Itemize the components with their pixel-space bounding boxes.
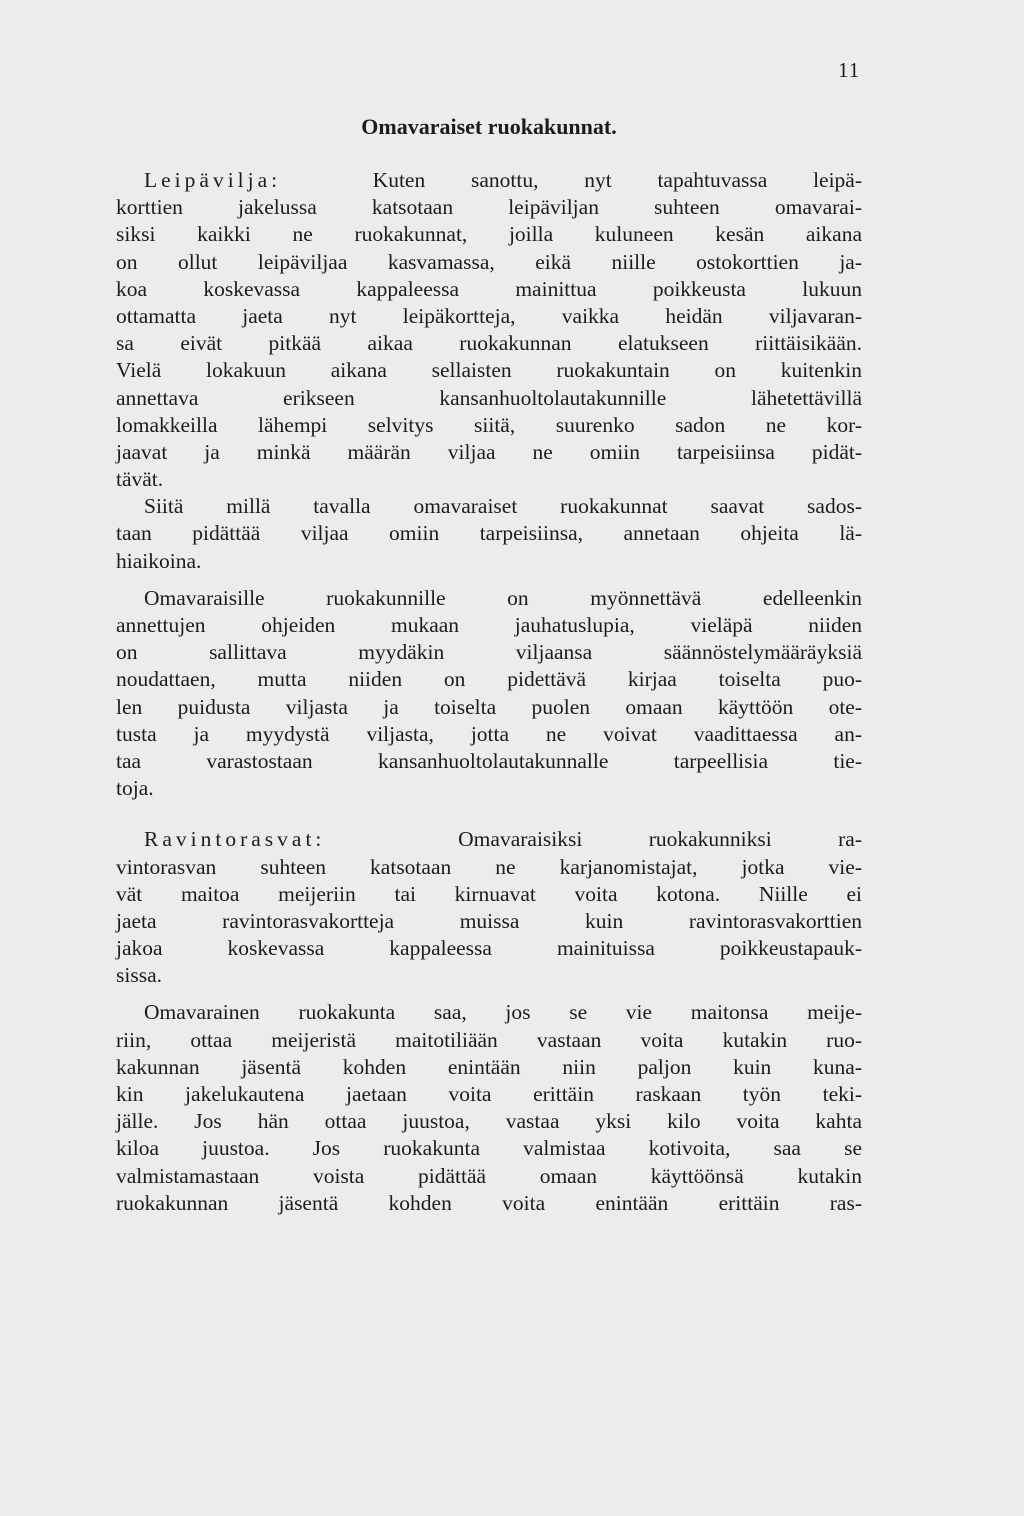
text-line: jaavat ja minkä määrän viljaa ne omiin tarpeisiinsa pidät- [116, 439, 862, 464]
text-line: korttien jakelussa katsotaan leipäviljan suhteen omavarai- [116, 195, 862, 220]
paragraph-lead: Ravintorasvat: [144, 827, 326, 852]
text-line: jälle. Jos hän ottaa juustoa, vastaa yksi kilo voita kahta [116, 1109, 862, 1134]
page-number: 11 [838, 58, 861, 82]
text-line: tusta ja myydystä viljasta, jotta ne voivat vaadittaessa an- [116, 721, 862, 746]
text-line: vintorasvan suhteen katsotaan ne karjanomistajat, jotka vie- [116, 854, 862, 879]
text-line: kiloa juustoa. Jos ruokakunta valmistaa kotivoita, saa se [116, 1136, 862, 1161]
text-line: Omavaraisille ruokakunnille on myönnettävä edelleenkin [144, 585, 862, 610]
text-line: Vielä lokakuun aikana sellaisten ruokakuntain on kuitenkin [116, 358, 862, 383]
text-line: riin, ottaa meijeristä maitotiliään vastaan voita kutakin ruo- [116, 1027, 862, 1052]
text-line: Ravintorasvat: Omavaraisiksi ruokakunniksi ra- [144, 827, 862, 852]
text-line: taan pidättää viljaa omiin tarpeisiinsa, annetaan ohjeita lä- [116, 521, 862, 546]
paragraph [116, 585, 862, 803]
paragraph-gap [116, 989, 862, 999]
text-line: noudattaen, mutta niiden on pidettävä kirjaa toiselta puo- [116, 667, 862, 692]
text-line: jakoa koskevassa kappaleessa mainituissa poikkeustapauk- [116, 936, 862, 961]
text-line: koa koskevassa kappaleessa mainittua poikkeusta lukuun [116, 276, 862, 301]
text-line: vät maitoa meijeriin tai kirnuavat voita kotona. Niille ei [116, 881, 862, 906]
paragraph-leipavilja [116, 167, 862, 493]
paragraph-lead: Leipävilja: [144, 168, 282, 192]
paragraph [116, 493, 862, 575]
text-line: sa eivät pitkää aikaa ruokakunnan elatukseen riittäisikään. [116, 331, 862, 356]
text-line: Leipävilja: Kuten sanottu, nyt tapahtuvassa leipä- [144, 168, 863, 192]
text-line: valmistamastaan voista pidättää omaan käyttöönsä kutakin [116, 1163, 862, 1188]
paragraph-gap [116, 575, 862, 585]
text-line: hiaikoina. [116, 548, 202, 573]
text-line: kin jakelukautena jaetaan voita erittäin raskaan työn teki- [116, 1082, 862, 1106]
text-line: annettava erikseen kansanhuoltolautakunnille lähetettävillä [116, 385, 862, 410]
text-line: Omavarainen ruokakunta saa, jos se vie maitonsa meije- [144, 1000, 862, 1025]
text-line: on ollut leipäviljaa kasvamassa, eikä niille ostokorttien ja- [116, 249, 862, 274]
paragraph-ravintorasvat [116, 826, 862, 989]
text-line: taa varastostaan kansanhuoltolautakunnalle tarpeellisia tie- [116, 748, 862, 773]
text-line: len puidusta viljasta ja toiselta puolen omaan käyttöön ote- [116, 694, 862, 719]
text-line: on sallittava myydäkin viljaansa säännöstelymääräyksiä [116, 640, 862, 665]
paragraph [116, 999, 862, 1217]
text-line: tävät. [116, 467, 164, 492]
text-line: lomakkeilla lähempi selvitys siitä, suurenko sadon ne kor- [116, 412, 862, 437]
paragraph-gap [116, 802, 862, 826]
text-line: siksi kaikki ne ruokakunnat, joilla kuluneen kesän aikana [116, 222, 862, 247]
text-column [116, 112, 862, 1217]
text-line: annettujen ohjeiden mukaan jauhatuslupia, vieläpä niiden [116, 613, 862, 637]
text-line: ottamatta jaeta nyt leipäkortteja, vaikka heidän viljavaran- [116, 303, 862, 328]
text-line: sissa. [116, 963, 162, 988]
section-heading: Omavaraiset ruokakunnat. [361, 114, 617, 139]
text-line: kakunnan jäsentä kohden enintään niin paljon kuin kuna- [116, 1054, 862, 1079]
text-line: jaeta ravintorasvakortteja muissa kuin ravintorasvakorttien [116, 908, 862, 933]
text-line: ruokakunnan jäsentä kohden voita enintään erittäin ras- [116, 1190, 862, 1215]
text-line: toja. [116, 776, 154, 801]
text-line: Siitä millä tavalla omavaraiset ruokakunnat saavat sados- [144, 494, 862, 519]
